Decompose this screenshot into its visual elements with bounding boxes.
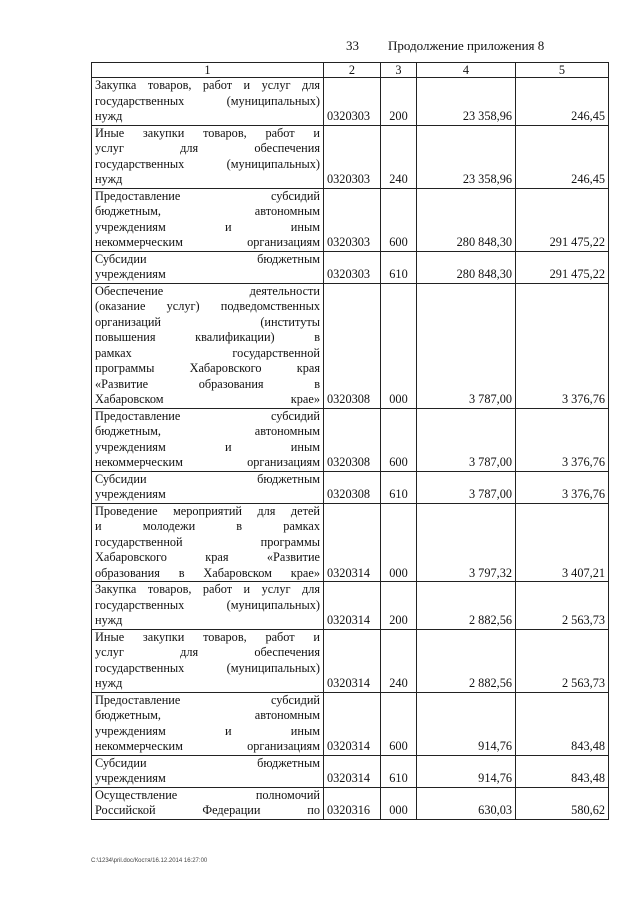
- description-line: нужд: [95, 676, 123, 690]
- row-description: [92, 251, 324, 283]
- description-line: учреждениям и иным: [95, 723, 320, 738]
- description-line: нужд: [95, 172, 123, 186]
- row-description: [92, 629, 324, 692]
- description-line: учреждениям: [95, 487, 166, 501]
- row-value-2013: 3 787,00: [417, 408, 516, 471]
- row-value-2014: 3 407,21: [516, 503, 609, 582]
- description-line: учреждениям и иным: [95, 219, 320, 234]
- row-description: [92, 471, 324, 503]
- row-description: [92, 787, 324, 819]
- description-line: учреждениям и иным: [95, 439, 320, 454]
- row-value-2013: 914,76: [417, 692, 516, 755]
- row-value-2014: 3 376,76: [516, 408, 609, 471]
- table-row: [92, 692, 609, 755]
- row-value-2014: 2 563,73: [516, 582, 609, 630]
- row-kind: 000: [381, 787, 417, 819]
- description-line: бюджетным, автономным: [95, 708, 320, 722]
- row-code: 0320303: [324, 188, 381, 251]
- description-line: некоммерческим организациям: [95, 235, 320, 249]
- row-code: 0320314: [324, 629, 381, 692]
- row-value-2014: 580,62: [516, 787, 609, 819]
- row-kind: 000: [381, 503, 417, 582]
- row-value-2013: 630,03: [417, 787, 516, 819]
- description-line: Предоставление субсидий: [95, 408, 320, 423]
- row-value-2014: 291 475,22: [516, 251, 609, 283]
- row-value-2013: 23 358,96: [417, 78, 516, 126]
- description-line: образования в Хабаровском крае»: [95, 565, 320, 580]
- description-line: (оказание услуг) подведомственных: [95, 299, 320, 313]
- column-header: 4: [417, 63, 516, 78]
- description-line: Проведение мероприятий для детей: [95, 503, 320, 518]
- description-line: учреждениям: [95, 771, 166, 785]
- description-line: организаций (институты: [95, 314, 320, 329]
- description-line: Обеспечение деятельности: [95, 283, 320, 298]
- file-path-footer: C:\1234\pril.doc/Костя/16.12.2014 16:27:00: [91, 858, 208, 864]
- row-description: [92, 755, 324, 787]
- description-line: некоммерческим организациям: [95, 455, 320, 469]
- row-value-2014: 3 376,76: [516, 471, 609, 503]
- column-header: 2: [324, 63, 381, 78]
- row-value-2013: 914,76: [417, 755, 516, 787]
- description-line: государственных (муниципальных): [95, 660, 320, 675]
- row-value-2013: 2 882,56: [417, 629, 516, 692]
- row-kind: 600: [381, 188, 417, 251]
- row-kind: 000: [381, 283, 417, 408]
- row-value-2013: 280 848,30: [417, 188, 516, 251]
- row-kind: 200: [381, 582, 417, 630]
- row-code: 0320316: [324, 787, 381, 819]
- table-row: [92, 283, 609, 408]
- description-line: Субсидии бюджетным: [95, 251, 320, 266]
- row-code: 0320303: [324, 125, 381, 188]
- row-value-2013: 3 787,00: [417, 471, 516, 503]
- description-line: услуг для обеспечения: [95, 645, 320, 659]
- description-line: Хабаровском крае»: [95, 392, 320, 406]
- row-value-2014: 246,45: [516, 78, 609, 126]
- row-description: [92, 188, 324, 251]
- description-line: государственных (муниципальных): [95, 156, 320, 171]
- table-row: [92, 582, 609, 630]
- description-line: государственных (муниципальных): [95, 597, 320, 612]
- description-line: Субсидии бюджетным: [95, 755, 320, 770]
- row-kind: 610: [381, 471, 417, 503]
- table-body: [92, 63, 609, 820]
- header-note: Продолжение приложения 8: [388, 38, 545, 53]
- description-line: бюджетным, автономным: [95, 424, 320, 438]
- row-description: [92, 408, 324, 471]
- table-row: [92, 471, 609, 503]
- description-line: программы Хабаровского края: [95, 361, 320, 375]
- column-header: 5: [516, 63, 609, 78]
- page-number: 33: [346, 38, 359, 53]
- column-number-row: [92, 63, 609, 78]
- row-kind: 600: [381, 692, 417, 755]
- description-line: «Развитие образования в: [95, 376, 320, 391]
- row-description: [92, 692, 324, 755]
- budget-table: [91, 62, 609, 820]
- row-kind: 610: [381, 755, 417, 787]
- table-row: [92, 78, 609, 126]
- row-code: 0320314: [324, 503, 381, 582]
- row-value-2014: 843,48: [516, 692, 609, 755]
- row-value-2014: 843,48: [516, 755, 609, 787]
- row-value-2014: 3 376,76: [516, 283, 609, 408]
- description-line: Предоставление субсидий: [95, 188, 320, 203]
- row-kind: 240: [381, 629, 417, 692]
- row-code: 0320308: [324, 471, 381, 503]
- description-line: рамках государственной: [95, 345, 320, 360]
- description-line: нужд: [95, 613, 123, 627]
- row-description: [92, 503, 324, 582]
- table-row: [92, 125, 609, 188]
- table-row: [92, 408, 609, 471]
- row-description: [92, 582, 324, 630]
- column-header: 1: [92, 63, 324, 78]
- row-kind: 240: [381, 125, 417, 188]
- row-value-2013: 23 358,96: [417, 125, 516, 188]
- description-line: услуг для обеспечения: [95, 141, 320, 155]
- row-value-2013: 280 848,30: [417, 251, 516, 283]
- description-line: Закупка товаров, работ и услуг для: [95, 78, 320, 92]
- row-value-2013: 3 787,00: [417, 283, 516, 408]
- row-value-2014: 246,45: [516, 125, 609, 188]
- description-line: нужд: [95, 109, 123, 123]
- row-code: 0320303: [324, 251, 381, 283]
- table-row: [92, 787, 609, 819]
- column-header: 3: [381, 63, 417, 78]
- row-kind: 200: [381, 78, 417, 126]
- row-value-2014: 2 563,73: [516, 629, 609, 692]
- description-line: Российской Федерации по: [95, 803, 320, 817]
- description-line: учреждениям: [95, 267, 166, 281]
- description-line: Иные закупки товаров, работ и: [95, 629, 320, 644]
- description-line: Субсидии бюджетным: [95, 471, 320, 486]
- row-description: [92, 125, 324, 188]
- row-code: 0320314: [324, 582, 381, 630]
- table-row: [92, 251, 609, 283]
- row-kind: 600: [381, 408, 417, 471]
- table-row: [92, 503, 609, 582]
- description-line: государственной программы: [95, 534, 320, 549]
- row-description: [92, 283, 324, 408]
- row-value-2014: 291 475,22: [516, 188, 609, 251]
- row-code: 0320308: [324, 408, 381, 471]
- table-row: [92, 188, 609, 251]
- description-line: Осуществление полномочий: [95, 787, 320, 802]
- row-code: 0320308: [324, 283, 381, 408]
- description-line: Иные закупки товаров, работ и: [95, 125, 320, 140]
- description-line: Хабаровского края «Развитие: [95, 550, 320, 564]
- description-line: и молодежи в рамках: [95, 519, 320, 533]
- description-line: повышения квалификации) в: [95, 330, 320, 344]
- row-value-2013: 3 797,32: [417, 503, 516, 582]
- row-code: 0320314: [324, 692, 381, 755]
- description-line: некоммерческим организациям: [95, 739, 320, 753]
- row-code: 0320314: [324, 755, 381, 787]
- row-code: 0320303: [324, 78, 381, 126]
- row-kind: 610: [381, 251, 417, 283]
- description-line: Предоставление субсидий: [95, 692, 320, 707]
- table-row: [92, 629, 609, 692]
- table-row: [92, 755, 609, 787]
- description-line: Закупка товаров, работ и услуг для: [95, 582, 320, 596]
- description-line: государственных (муниципальных): [95, 93, 320, 108]
- row-value-2013: 2 882,56: [417, 582, 516, 630]
- description-line: бюджетным, автономным: [95, 204, 320, 218]
- row-description: [92, 78, 324, 126]
